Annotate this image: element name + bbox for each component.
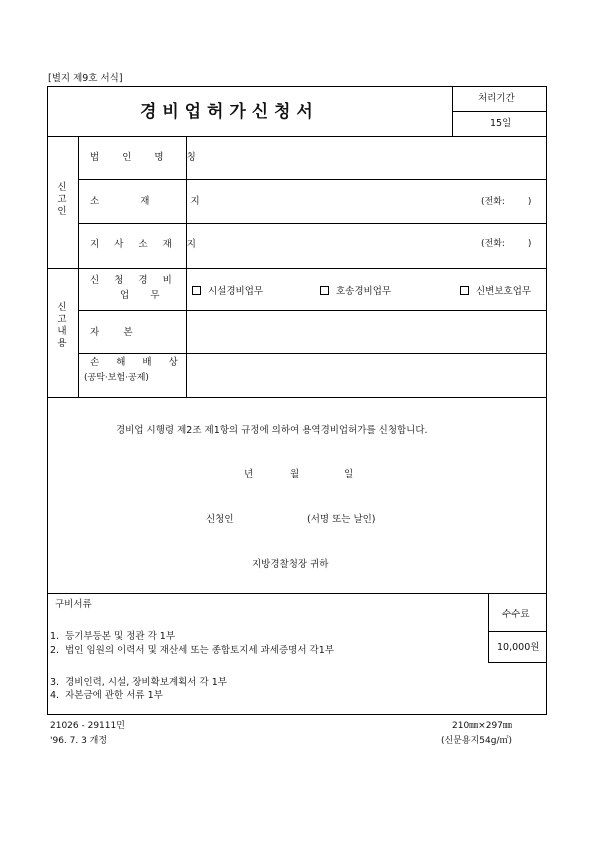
fee-label: 수수료	[502, 609, 530, 620]
corp-name-field[interactable]	[188, 138, 545, 178]
processing-period-value: 15일	[490, 118, 512, 129]
divider	[452, 111, 547, 112]
revision-date: '96. 7. 3 개정	[50, 736, 108, 746]
date-month: 월	[290, 469, 300, 480]
addressee: 지방경찰청장 귀하	[252, 559, 329, 570]
checkbox-icon[interactable]	[320, 286, 329, 295]
divider	[78, 136, 79, 269]
insurance-sub-label: (공탁·보험·공제)	[84, 373, 149, 383]
business-type-label-2: 업 무	[120, 290, 160, 301]
divider	[47, 397, 547, 398]
divider	[78, 179, 547, 180]
insurance-label: 손 해 배 상	[90, 357, 185, 368]
checkbox-icon[interactable]	[192, 286, 201, 295]
corp-name-label: 법 인 명 칭	[90, 152, 206, 163]
form-number-label: [별지 제9호 서식]	[48, 73, 123, 84]
branch-address-label: 지 사 소 재 지	[90, 239, 202, 250]
paper-type: (신문용지54g/㎡)	[441, 736, 512, 746]
capital-label: 자 본	[90, 327, 133, 338]
option-label: 시설경비업무	[208, 286, 264, 297]
processing-period-label: 처리기간	[478, 93, 515, 104]
document-item-1: 1. 등기부등본 및 정관 각 1부	[50, 631, 175, 642]
branch-phone: (전화: )	[481, 239, 532, 249]
document-item-4: 4. 자본금에 관한 서류 1부	[50, 690, 163, 701]
address-label: 소 재 지	[90, 196, 208, 207]
divider	[47, 268, 547, 269]
document-item-2: 2. 법인 임원의 이력서 및 재산세 또는 종합토지세 과세증명서 각1부	[50, 645, 334, 656]
documents-title: 구비서류	[55, 599, 92, 610]
divider	[488, 631, 547, 632]
divider	[47, 136, 547, 137]
option-label: 호송경비업무	[336, 286, 392, 297]
divider	[186, 136, 187, 397]
checkbox-icon[interactable]	[460, 286, 469, 295]
paper-size: 210㎜×297㎜	[452, 721, 512, 731]
option-escort[interactable]	[320, 286, 391, 297]
date-day: 일	[344, 469, 354, 480]
page-title: 경 비 업 허 가 신 청 서	[140, 102, 313, 122]
declaration-statement: 경비업 시행령 제2조 제1항의 규정에 의하여 용역경비업허가를 신청합니다.	[116, 425, 428, 436]
option-facility[interactable]	[192, 286, 263, 297]
business-type-label: 신 청 경 비	[90, 275, 178, 286]
option-label: 신변보호업무	[476, 286, 532, 297]
capital-field[interactable]	[188, 312, 545, 352]
divider	[78, 223, 547, 224]
insurance-field[interactable]	[188, 355, 545, 395]
applicant-group-label: 신고인	[57, 182, 67, 217]
address-phone: (전화: )	[481, 197, 532, 207]
fee-value: 10,000원	[497, 642, 540, 653]
content-group-label: 신고내용	[57, 302, 67, 349]
divider	[78, 353, 547, 354]
applicant-sign-label: 신청인	[206, 514, 234, 525]
sign-or-seal-label: (서명 또는 날인)	[307, 514, 376, 525]
form-code: 21026 - 29111민	[50, 721, 125, 731]
divider	[78, 310, 547, 311]
option-bodyguard[interactable]	[460, 286, 531, 297]
divider	[47, 593, 547, 594]
document-item-3: 3. 경비인력, 시설, 장비확보계획서 각 1부	[50, 677, 227, 688]
date-year: 년	[244, 469, 254, 480]
divider	[78, 268, 79, 397]
